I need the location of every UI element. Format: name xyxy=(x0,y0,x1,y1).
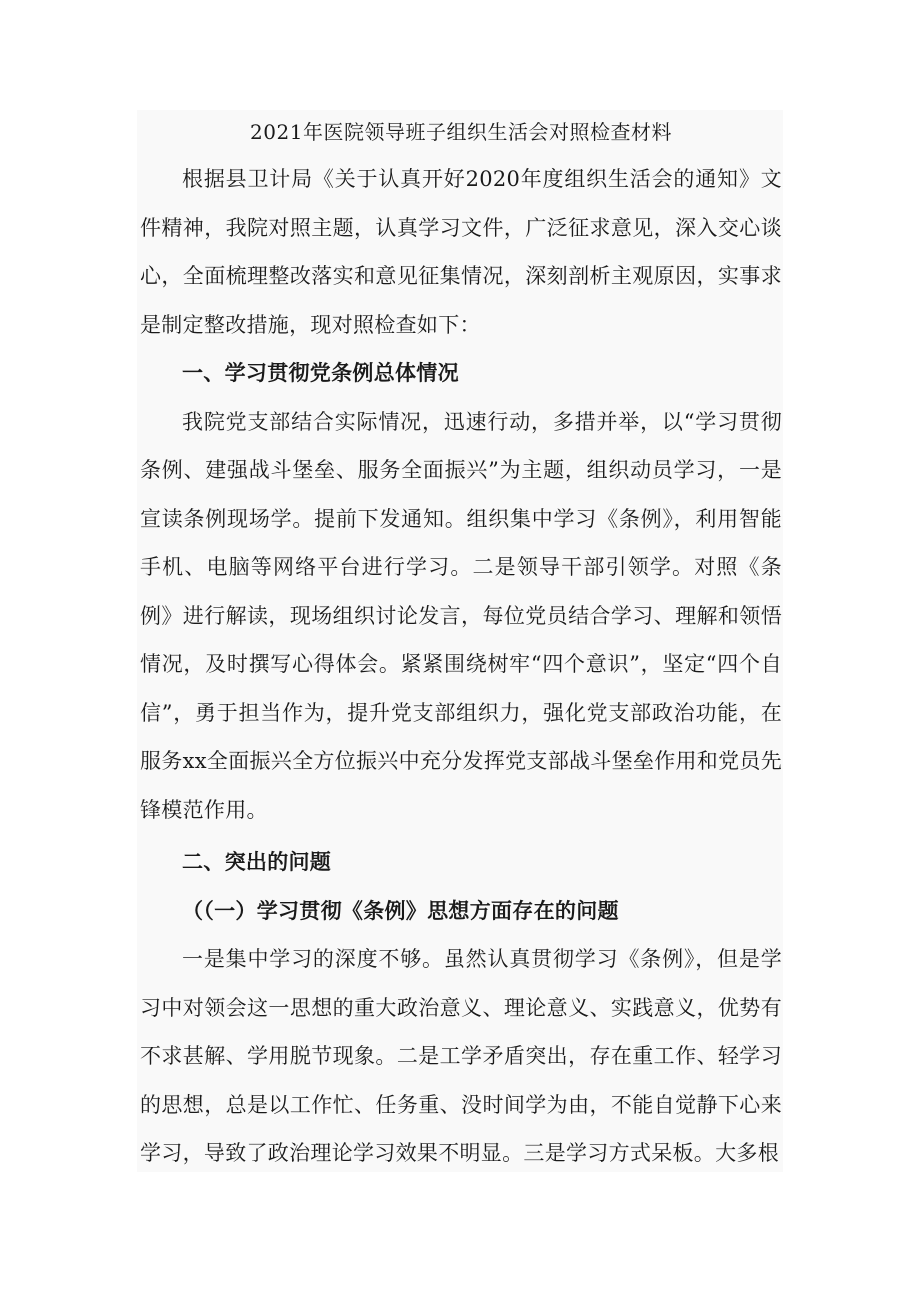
section-1-paragraph: 我院党支部结合实际情况，迅速行动，多措并举，以“学习贯彻条例、建强战斗堡垒、服务全面振兴”为主题，组织动员学习，一是宣读条例现场学。提前下发通知。组织集中学习《条例》，利用智能手机、电脑等网络平台进行学习。二是领导干部引领学。对照《条例》进行解读，现场组织讨论发言，每位党员结合学习、理解和领悟情况，及时撰写心得体会。紧紧围绕树牢“四个意识”，坚定“四个自信”，勇于担当作为，提升党支部组织力，强化党支部政治功能，在服务xx全面振兴全方位振兴中充分发挥党支部战斗堡垒作用和党员先锋模范作用。 xyxy=(140,409,782,822)
subsection-1-paragraph: 一是集中学习的深度不够。虽然认真贯彻学习《条例》，但是学习中对领会这一思想的重大政治意义、理论意义、实践意义，优势有不求甚解、学用脱节现象。二是工学矛盾突出，存在重工作、轻学习的思想，总是以工作忙、任务重、没时间学为由，不能自觉静下心来学习，导致了政治理论学习效果不明显。三是学习方式呆板。大多根 xyxy=(140,947,782,1165)
section-heading-2: 二、突出的问题 xyxy=(182,849,332,874)
document-body xyxy=(140,114,782,1178)
section-heading-1: 一、学习贯彻党条例总体情况 xyxy=(182,360,459,385)
document-title: 2021年医院领导班子组织生活会对照检查材料 xyxy=(250,120,672,144)
subsection-heading-1: （（一）学习贯彻《条例》思想方面存在的问题 xyxy=(182,897,619,923)
intro-paragraph: 根据县卫计局《关于认真开好2020年度组织生活会的通知》文件精神，我院对照主题，认真学习文件，广泛征求意见，深入交心谈心，全面梳理整改落实和意见征集情况，深刻剖析主观原因，实事求是制定整改措施，现对照检查如下： xyxy=(140,167,782,337)
